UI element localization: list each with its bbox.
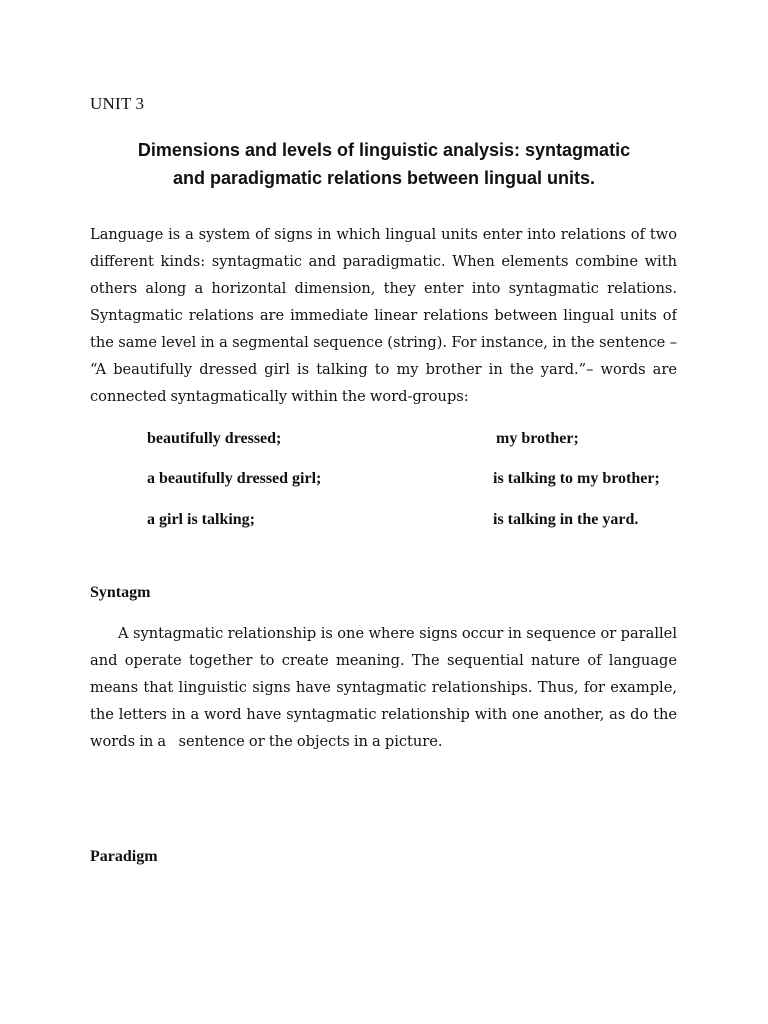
intro-line: Syntagmatic relations are immediate linear relations between lingual units of <box>90 307 677 324</box>
intro-line: “A beautifully dressed girl is talking to my brother in the yard.”– words are <box>90 361 677 378</box>
syntagm-line: A syntagmatic relationship is one where signs occur in sequence or parallel <box>118 625 677 642</box>
example-right-2: is talking to my brother; <box>493 470 660 487</box>
example-left-3: a girl is talking; <box>147 511 256 528</box>
syntagm-heading: Syntagm <box>90 584 151 601</box>
syntagm-line: means that linguistic signs have syntagmatic relationships. Thus, for example, <box>90 679 677 696</box>
paradigm-heading: Paradigm <box>90 848 158 865</box>
intro-line: different kinds: syntagmatic and paradigmatic. When elements combine with <box>90 253 677 270</box>
syntagm-paragraph <box>90 620 677 755</box>
example-right-1: my brother; <box>496 430 579 447</box>
intro-line: the same level in a segmental sequence (string). For instance, in the sentence – <box>90 334 677 351</box>
intro-line: Language is a system of signs in which lingual units enter into relations of two <box>90 226 677 243</box>
intro-line: others along a horizontal dimension, they enter into syntagmatic relations. <box>90 280 677 297</box>
unit-label: UNIT 3 <box>90 94 145 113</box>
intro-line: connected syntagmatically within the word-groups: <box>90 388 469 405</box>
intro-paragraph <box>90 221 677 410</box>
page-title <box>80 136 688 192</box>
syntagm-line: words in a sentence or the objects in a picture. <box>90 733 443 750</box>
syntagm-line: the letters in a word have syntagmatic relationship with one another, as do the <box>90 706 677 723</box>
title-line-1: Dimensions and levels of linguistic analysis: syntagmatic <box>137 140 631 160</box>
example-left-2: a beautifully dressed girl; <box>147 470 322 487</box>
title-line-2: and paradigmatic relations between lingual units. <box>172 168 596 188</box>
example-left-1: beautifully dressed; <box>147 430 282 447</box>
example-right-3: is talking in the yard. <box>493 511 639 528</box>
syntagm-line: and operate together to create meaning. The sequential nature of language <box>90 652 677 669</box>
